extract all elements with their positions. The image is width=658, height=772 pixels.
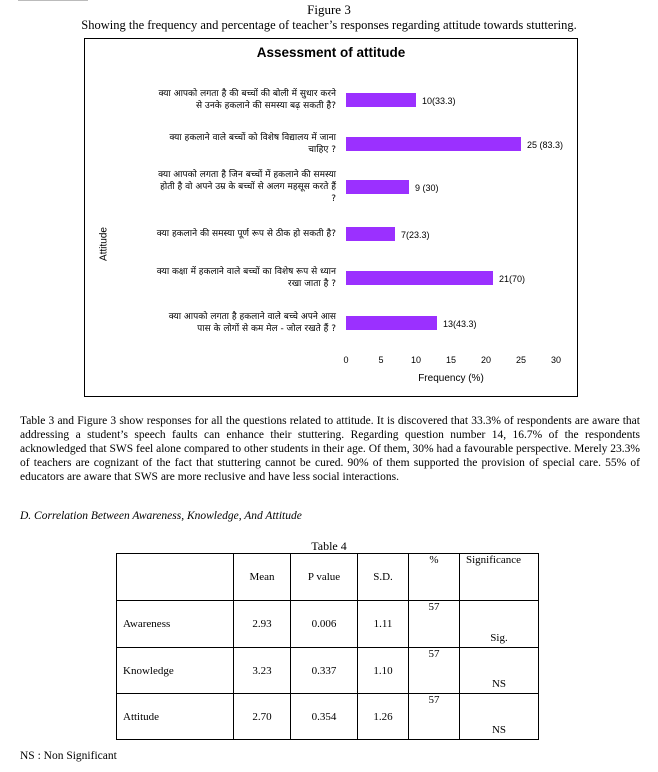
category-label-line: क्या आपको लगता है हकलाने वाले बच्चे अपने आस — [168, 312, 336, 322]
cell-significance: NS — [460, 648, 539, 694]
x-tick-label: 5 — [378, 355, 384, 365]
x-tick-label: 25 — [515, 355, 527, 365]
category-label-line: क्या कक्षा में हकलाने वाले बच्चों का विशेष रूप से ध्यान — [156, 267, 336, 277]
bar — [346, 227, 395, 241]
cell-percent: 57 — [409, 648, 460, 694]
row-label: Knowledge — [117, 648, 234, 694]
category-label-line: पास के लोगों से कम मेल - जोल रखते हैं ? — [197, 324, 336, 334]
category-label-line: क्या आपको लगता है की बच्चों की बोली में सुधार करने — [158, 89, 336, 99]
body-paragraph: Table 3 and Figure 3 show responses for all the questions related to attitude. It is discovered that 33.3% of respondents are aware that addressing a student’s speech faults can enhance their stuttering. Regarding question number 14, 16.7% of the respondents acknowledged that SWS feel alone compared to other students in their age. Of them, 30% had a favourable perspective. Merely 23.3% of teachers are cognizant of the fact that stuttering cannot be cured. 90% of them supported the provision of special care. 55% of educators are aware that SWS are more reclusive and have less social interactions. — [20, 415, 640, 483]
bar — [346, 316, 437, 330]
data-label: 25 (83.3) — [527, 140, 564, 150]
table-header-row — [117, 554, 539, 601]
category-label-line: रखा जाता है ? — [288, 279, 336, 289]
bar — [346, 180, 409, 194]
data-label: 21(70) — [499, 274, 526, 284]
cell-p-value: 0.354 — [291, 694, 358, 740]
cell-percent: 57 — [409, 601, 460, 648]
cell-sd: 1.11 — [358, 601, 409, 648]
x-tick-label: 15 — [445, 355, 457, 365]
category-label-line: से उनके हकलाने की समस्या बढ़ सकती है? — [195, 101, 336, 111]
cell-p-value: 0.006 — [291, 601, 358, 648]
category-label-line: क्या हकलाने वाले बच्चों को विशेष विद्यालय में जाना — [169, 133, 336, 143]
chart-frame — [84, 38, 578, 397]
cell-mean: 2.70 — [234, 694, 291, 740]
cell-p-value: 0.337 — [291, 648, 358, 694]
cell-mean: 3.23 — [234, 648, 291, 694]
chart-title: Assessment of attitude — [256, 45, 406, 60]
cell-mean: 2.93 — [234, 601, 291, 648]
category-label-line: क्या हकलाने की समस्या पूर्ण रूप से ठीक हो सकती है? — [156, 229, 336, 239]
table-title: Table 4 — [311, 539, 347, 553]
header-blank — [117, 554, 234, 601]
category-label-line: चाहिए ? — [308, 145, 336, 155]
table-4 — [116, 553, 539, 740]
x-tick-label: 0 — [343, 355, 349, 365]
data-label: 9 (30) — [415, 183, 439, 193]
x-tick-label: 30 — [550, 355, 562, 365]
figure-caption: Showing the frequency and percentage of teacher’s responses regarding attitude towards stuttering. — [81, 18, 577, 32]
y-axis-label: Attitude — [98, 227, 110, 261]
header-percent: % — [409, 554, 460, 601]
x-tick-label: 20 — [480, 355, 492, 365]
header-p-value: P value — [291, 554, 358, 601]
cell-significance: NS — [460, 694, 539, 740]
data-label: 10(33.3) — [422, 96, 456, 106]
cell-percent: 57 — [409, 694, 460, 740]
figure-number: Figure 3 — [307, 2, 351, 17]
bar-chart — [85, 39, 577, 396]
bar — [346, 271, 493, 285]
top-rule — [18, 0, 88, 1]
row-label: Awareness — [117, 601, 234, 648]
section-heading: D. Correlation Between Awareness, Knowledge, And Attitude — [20, 510, 302, 522]
table-row — [117, 694, 539, 740]
row-label: Attitude — [117, 694, 234, 740]
cell-significance: Sig. — [460, 601, 539, 648]
bar — [346, 93, 416, 107]
data-label: 13(43.3) — [443, 319, 477, 329]
x-axis-label: Frequency (%) — [418, 373, 484, 384]
table-row — [117, 648, 539, 694]
category-label-line: ? — [331, 194, 336, 204]
data-label: 7(23.3) — [401, 230, 430, 240]
header-significance: Significance — [460, 554, 539, 601]
x-tick-label: 10 — [410, 355, 422, 365]
header-mean: Mean — [234, 554, 291, 601]
cell-sd: 1.10 — [358, 648, 409, 694]
category-label-line: होती है वो अपने उम्र के बच्चों से अलग महसूस करते हैं — [160, 182, 336, 192]
header-sd: S.D. — [358, 554, 409, 601]
cell-sd: 1.26 — [358, 694, 409, 740]
table-row — [117, 601, 539, 648]
category-label-line: क्या आपको लगता है जिन बच्चों में हकलाने की समस्या — [158, 170, 336, 180]
footnote: NS : Non Significant — [20, 750, 117, 762]
bar — [346, 137, 521, 151]
